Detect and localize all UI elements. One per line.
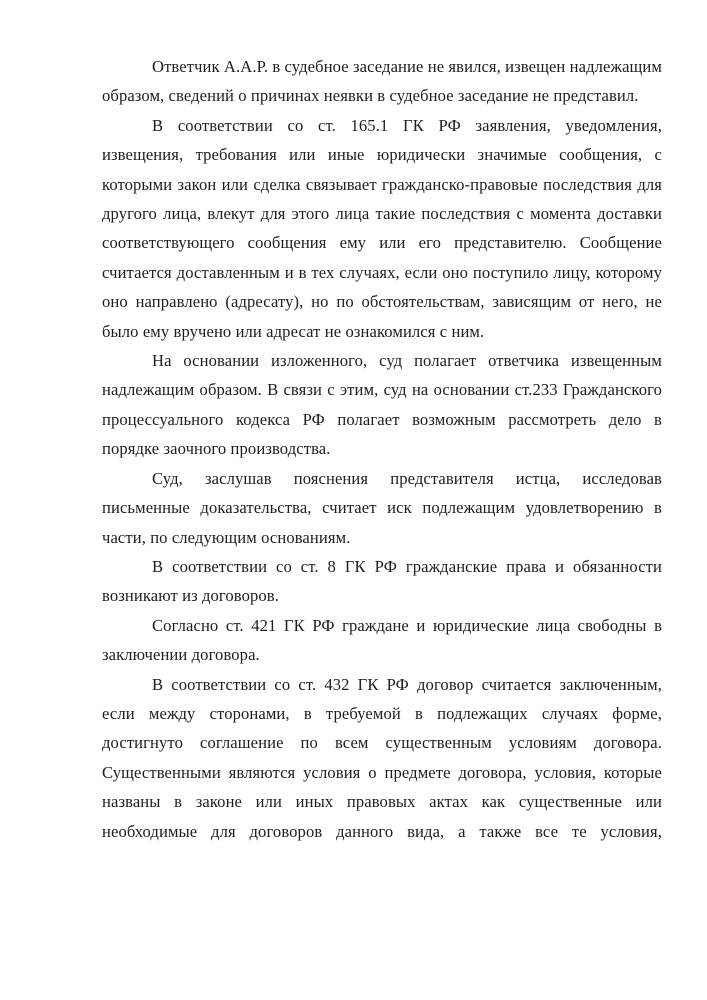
paragraph: Суд, заслушав пояснения представителя истца, исследовав письменные доказательства, считает иск подлежащим удовлетворению в части, по следующим основаниям. [102,468,662,547]
paragraph: В соответствии со ст. 8 ГК РФ гражданские права и обязанности возникают из договоров. [102,556,662,606]
document-body [102,52,662,846]
paragraph: В соответствии со ст. 432 ГК РФ договор считается заключенным, если между сторонами, в требуемой в подлежащих случаях форме, достигнуто соглашение по всем существенным условиям договора. Существенными являются условия о предмете договора, условия, которые названы в законе или иных правовых актах как существенные или необходимые для договоров данного вида, а также все те условия, [102,674,662,841]
paragraph: На основании изложенного, суд полагает ответчика извещенным надлежащим образом. В связи с этим, суд на основании ст.233 Гражданского процессуального кодекса РФ полагает возможным рассмотреть дело в порядке заочного производства. [102,351,662,459]
paragraph: Согласно ст. 421 ГК РФ граждане и юридические лица свободны в заключении договора. [102,615,662,665]
paragraph: Ответчик А.А.Р. в судебное заседание не явился, извещен надлежащим образом, сведений о причинах неявки в судебное заседание не представил. [102,57,662,106]
paragraph: В соответствии со ст. 165.1 ГК РФ заявления, уведомления, извещения, требования или иные юридически значимые сообщения, с которыми закон или сделка связывает гражданско-правовые последствия для другого лица, влекут для этого лица такие последствия с момента доставки соответствующего сообщения ему или его представителю. Сообщение считается доставленным и в тех случаях, если оно поступило лицу, которому оно направлено (адресату), но по обстоятельствам, зависящим от него, не было ему вручено или адресат не ознакомился с ним. [102,115,662,341]
